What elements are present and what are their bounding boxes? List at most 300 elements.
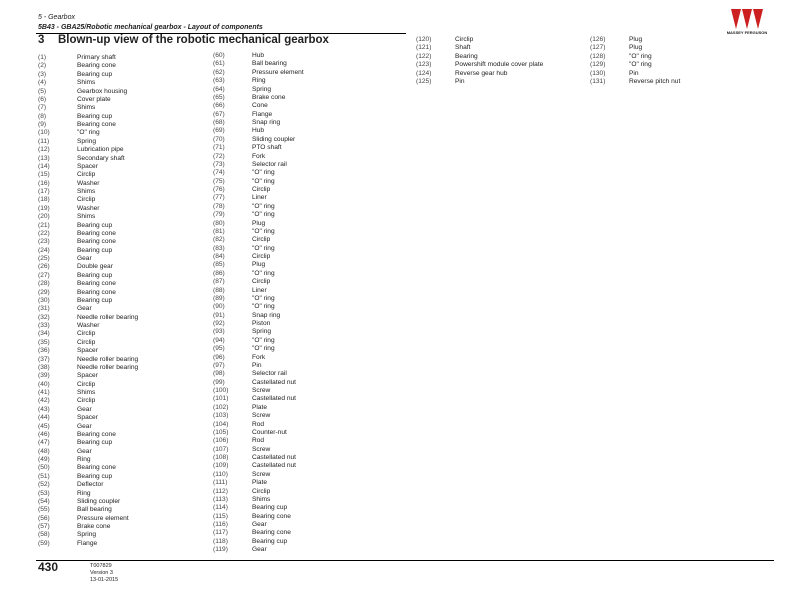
part-label: Pressure element: [77, 514, 129, 522]
part-row: [213, 153, 304, 161]
part-code: (9): [38, 121, 47, 128]
doc-version: Version 3: [90, 570, 113, 576]
part-code: (46): [38, 430, 50, 438]
part-row: [590, 78, 680, 86]
part-label: Pin: [252, 361, 262, 369]
part-row: [213, 337, 304, 345]
part-label: Circlip: [77, 338, 96, 346]
part-code: (84): [213, 253, 225, 260]
part-row: [213, 546, 304, 554]
part-code: (13): [38, 154, 50, 162]
part-code: (73): [213, 160, 225, 168]
part-row: [213, 312, 304, 320]
part-label: Gear: [77, 255, 92, 262]
part-row: [213, 102, 304, 110]
part-code: (101): [213, 395, 229, 403]
part-label: Fork: [252, 353, 266, 361]
part-row: [213, 111, 304, 119]
part-code: (42): [38, 397, 50, 405]
part-row: [38, 121, 138, 129]
part-label: Bearing cup: [77, 472, 113, 480]
part-label: Snap ring: [252, 311, 281, 319]
part-label: Pressure element: [252, 68, 304, 76]
part-code: (99): [213, 378, 225, 386]
part-code: (23): [38, 238, 50, 246]
part-code: (18): [38, 196, 50, 204]
part-label: Spacer: [77, 372, 98, 380]
part-row: [213, 169, 304, 177]
part-code: (12): [38, 146, 50, 154]
part-code: (52): [38, 481, 50, 489]
part-row: [213, 119, 304, 127]
part-code: (77): [213, 194, 225, 202]
part-label: Lubrication pipe: [77, 146, 124, 154]
part-label: Double gear: [77, 263, 113, 271]
part-label: Bearing cone: [252, 512, 291, 520]
part-code: (95): [213, 345, 225, 353]
part-row: [213, 127, 304, 135]
part-code: (120): [416, 36, 432, 43]
part-code: (8): [38, 112, 47, 120]
part-code: (11): [38, 137, 50, 145]
part-row: [590, 36, 680, 44]
part-row: [213, 471, 304, 479]
part-label: Plug: [252, 219, 266, 227]
part-row: [38, 247, 138, 255]
part-code: (119): [213, 546, 228, 554]
part-code: (125): [416, 77, 432, 85]
part-row: [38, 222, 138, 230]
part-label: Shims: [77, 79, 96, 87]
part-code: (14): [38, 162, 50, 170]
part-row: [38, 180, 138, 188]
part-code: (111): [213, 479, 228, 487]
part-label: Washer: [77, 179, 100, 187]
part-code: (110): [213, 470, 228, 478]
part-label: Rod: [252, 437, 265, 445]
part-row: [213, 52, 304, 60]
part-code: (106): [213, 437, 229, 445]
logo-text: MASSEY FERGUSON: [726, 30, 768, 35]
part-code: (83): [213, 244, 225, 252]
part-row: [38, 481, 138, 489]
part-label: Plug: [629, 36, 643, 43]
part-label: "O" ring: [252, 244, 275, 252]
part-row: [38, 347, 138, 355]
part-label: Gear: [77, 305, 92, 313]
part-code: (3): [38, 70, 47, 78]
part-label: Castellated nut: [252, 454, 296, 461]
part-label: Castellated nut: [252, 462, 296, 470]
part-code: (74): [213, 169, 225, 177]
part-row: [213, 429, 304, 437]
part-row: [38, 88, 138, 96]
part-row: [38, 523, 138, 531]
part-code: (45): [38, 422, 50, 430]
part-label: Shaft: [455, 44, 471, 52]
doc-date: 13-01-2015: [90, 577, 119, 583]
part-row: [38, 389, 138, 397]
part-code: (41): [38, 389, 50, 396]
part-label: Reverse gear hub: [455, 69, 508, 77]
part-label: Screw: [252, 412, 271, 420]
part-label: "O" ring: [252, 269, 275, 277]
part-label: Counter-nut: [252, 428, 287, 436]
part-row: [38, 448, 138, 456]
part-row: [213, 278, 304, 286]
part-row: [38, 155, 138, 163]
part-code: (19): [38, 204, 50, 212]
part-row: [38, 339, 138, 347]
part-row: [213, 345, 304, 353]
doc-code: T007829: [90, 563, 112, 569]
part-row: [213, 504, 304, 512]
part-code: (129): [590, 61, 606, 69]
section-title-text: Blown-up view of the robotic mechanical gearbox: [58, 34, 329, 46]
part-row: [416, 61, 543, 69]
part-label: Cone: [252, 102, 268, 110]
part-row: [38, 431, 138, 439]
part-code: (76): [213, 186, 225, 193]
part-code: (117): [213, 529, 228, 537]
part-code: (118): [213, 537, 228, 545]
part-code: (130): [590, 69, 606, 77]
part-row: [38, 414, 138, 422]
part-row: [213, 253, 304, 261]
part-row: [416, 78, 543, 86]
parts-column-1: [38, 54, 138, 548]
part-code: (69): [213, 127, 225, 135]
part-label: Liner: [252, 194, 267, 202]
part-label: Shims: [252, 495, 271, 503]
part-label: "O" ring: [252, 294, 275, 302]
part-row: [38, 364, 138, 372]
part-row: [213, 60, 304, 68]
part-label: Powershift module cover plate: [455, 61, 544, 69]
part-label: Fork: [252, 152, 266, 160]
part-code: (37): [38, 355, 50, 363]
part-label: Needle roller bearing: [77, 355, 139, 363]
part-row: [213, 395, 304, 403]
part-label: Shims: [77, 188, 96, 195]
part-label: Pin: [629, 69, 639, 77]
part-row: [38, 381, 138, 389]
part-label: Spring: [252, 85, 272, 93]
part-row: [213, 261, 304, 269]
part-row: [213, 387, 304, 395]
part-label: Selector rail: [252, 370, 287, 378]
part-label: Castellated nut: [252, 378, 296, 386]
part-row: [213, 454, 304, 462]
part-code: (103): [213, 412, 229, 420]
part-label: Circlip: [252, 278, 271, 286]
part-label: Bearing cone: [77, 430, 116, 438]
part-label: Flange: [77, 539, 98, 547]
part-row: [38, 129, 138, 137]
part-code: (34): [38, 330, 50, 338]
part-label: "O" ring: [252, 345, 275, 353]
part-row: [38, 464, 138, 472]
part-label: Pin: [455, 77, 465, 85]
part-row: [38, 163, 138, 171]
part-row: [213, 77, 304, 85]
part-label: "O" ring: [252, 177, 275, 185]
part-row: [38, 62, 138, 70]
part-code: (115): [213, 512, 228, 520]
part-label: "O" ring: [252, 202, 275, 210]
part-code: (47): [38, 439, 50, 447]
part-code: (36): [38, 347, 50, 355]
part-code: (32): [38, 313, 50, 321]
part-row: [38, 104, 138, 112]
part-code: (81): [213, 227, 225, 235]
part-code: (88): [213, 286, 225, 294]
part-label: Reverse pitch nut: [629, 77, 681, 85]
part-code: (122): [416, 52, 432, 60]
part-label: Spacer: [77, 162, 98, 170]
part-label: Shims: [77, 389, 96, 396]
part-label: Bearing cone: [77, 238, 116, 246]
part-label: Spacer: [77, 347, 98, 355]
part-code: (86): [213, 269, 225, 277]
part-row: [213, 521, 304, 529]
part-label: Bearing cone: [77, 280, 116, 288]
part-row: [213, 404, 304, 412]
part-row: [38, 289, 138, 297]
part-row: [38, 397, 138, 405]
part-row: [38, 263, 138, 271]
part-code: (27): [38, 271, 50, 279]
part-row: [38, 540, 138, 548]
section-title: [38, 34, 329, 46]
parts-column-3: [416, 36, 543, 86]
part-label: Bearing cone: [77, 229, 116, 237]
part-row: [38, 205, 138, 213]
part-code: (33): [38, 322, 50, 329]
part-label: Ring: [77, 456, 91, 463]
part-code: (16): [38, 179, 50, 187]
part-code: (127): [590, 44, 606, 52]
part-label: Flange: [252, 110, 273, 118]
part-row: [38, 171, 138, 179]
part-label: Bearing cup: [77, 439, 113, 447]
part-code: (4): [38, 79, 47, 87]
part-label: "O" ring: [629, 61, 652, 69]
part-code: (72): [213, 152, 225, 160]
part-code: (78): [213, 202, 225, 210]
part-row: [213, 362, 304, 370]
part-code: (28): [38, 280, 50, 288]
part-label: Sliding coupler: [77, 497, 121, 505]
part-code: (49): [38, 456, 50, 463]
part-row: [416, 44, 543, 52]
part-label: Spacer: [77, 414, 98, 422]
part-row: [38, 230, 138, 238]
part-label: Washer: [77, 322, 100, 329]
part-row: [38, 297, 138, 305]
part-code: (104): [213, 420, 229, 428]
part-label: Bearing cone: [77, 121, 116, 128]
part-row: [213, 228, 304, 236]
part-label: Circlip: [77, 380, 96, 388]
part-code: (126): [590, 36, 606, 43]
part-code: (64): [213, 85, 225, 93]
part-row: [213, 136, 304, 144]
part-label: Sliding coupler: [252, 135, 296, 143]
part-label: Plug: [252, 261, 266, 269]
part-code: (90): [213, 303, 225, 311]
part-code: (53): [38, 489, 50, 497]
part-label: PTO shaft: [252, 144, 282, 152]
part-code: (60): [213, 52, 225, 59]
part-row: [38, 138, 138, 146]
part-row: [213, 513, 304, 521]
part-row: [38, 113, 138, 121]
part-code: (65): [213, 93, 225, 101]
part-label: Deflector: [77, 481, 104, 489]
part-row: [213, 69, 304, 77]
part-row: [38, 238, 138, 246]
part-label: Rod: [252, 420, 265, 428]
section-number: 3: [38, 34, 45, 46]
part-code: (20): [38, 213, 50, 221]
part-code: (39): [38, 372, 50, 380]
part-code: (29): [38, 288, 50, 296]
part-row: [38, 71, 138, 79]
part-code: (112): [213, 487, 228, 495]
part-label: Gear: [252, 521, 267, 528]
part-row: [38, 456, 138, 464]
part-label: Bearing cup: [77, 221, 113, 229]
part-row: [590, 53, 680, 61]
part-label: Ball bearing: [77, 506, 112, 514]
part-code: (98): [213, 370, 225, 378]
part-row: [38, 490, 138, 498]
part-code: (121): [416, 44, 432, 52]
part-row: [213, 86, 304, 94]
part-label: Gearbox housing: [77, 87, 128, 95]
part-row: [213, 186, 304, 194]
part-label: Circlip: [77, 171, 96, 179]
part-label: Brake cone: [77, 523, 111, 530]
part-row: [590, 44, 680, 52]
part-code: (51): [38, 472, 50, 480]
part-label: Snap ring: [252, 119, 281, 126]
part-label: Bearing cup: [77, 271, 113, 279]
part-code: (96): [213, 353, 225, 361]
part-row: [38, 196, 138, 204]
part-code: (67): [213, 110, 225, 118]
part-row: [213, 144, 304, 152]
part-code: (30): [38, 296, 50, 304]
part-code: (89): [213, 294, 225, 302]
part-row: [416, 70, 543, 78]
page-number: 430: [38, 560, 59, 574]
part-row: [38, 531, 138, 539]
part-code: (61): [213, 60, 225, 68]
part-row: [38, 79, 138, 87]
part-row: [38, 356, 138, 364]
part-code: (6): [38, 95, 47, 103]
part-code: (26): [38, 263, 50, 271]
part-label: Bearing cup: [252, 504, 288, 512]
part-row: [590, 61, 680, 69]
part-code: (109): [213, 462, 229, 470]
part-label: Circlip: [252, 253, 271, 260]
part-label: Screw: [252, 470, 271, 478]
part-code: (5): [38, 87, 47, 95]
part-row: [213, 421, 304, 429]
part-label: Bearing cone: [77, 62, 116, 70]
part-code: (87): [213, 278, 225, 286]
part-code: (35): [38, 338, 50, 346]
part-code: (93): [213, 328, 225, 336]
part-code: (79): [213, 211, 225, 219]
part-code: (50): [38, 464, 50, 472]
part-label: Castellated nut: [252, 395, 296, 403]
part-code: (100): [213, 387, 229, 394]
part-code: (48): [38, 447, 50, 455]
part-code: (44): [38, 414, 50, 422]
part-label: Spring: [77, 531, 97, 539]
part-label: Bearing cup: [77, 246, 113, 254]
parts-column-4: [590, 36, 680, 86]
part-code: (40): [38, 380, 50, 388]
part-code: (10): [38, 129, 50, 137]
part-code: (58): [38, 531, 50, 539]
part-label: "O" ring: [252, 169, 275, 177]
part-label: Bearing cup: [77, 112, 113, 120]
part-row: [213, 203, 304, 211]
part-code: (15): [38, 171, 50, 179]
part-label: Screw: [252, 445, 271, 453]
part-label: "O" ring: [252, 303, 275, 311]
part-label: Piston: [252, 320, 271, 327]
part-row: [213, 94, 304, 102]
part-code: (54): [38, 497, 50, 505]
part-code: (2): [38, 62, 47, 70]
part-label: Secondary shaft: [77, 154, 125, 162]
part-code: (124): [416, 69, 432, 77]
part-row: [38, 473, 138, 481]
part-label: Hub: [252, 127, 265, 135]
part-code: (57): [38, 523, 50, 530]
part-row: [38, 506, 138, 514]
part-label: "O" ring: [252, 211, 275, 219]
triple-triangle-logo-icon: [730, 8, 764, 30]
part-row: [213, 538, 304, 546]
footer-divider: [36, 560, 774, 561]
part-label: Selector rail: [252, 160, 287, 168]
part-code: (75): [213, 177, 225, 185]
part-label: Ring: [252, 77, 266, 85]
part-code: (17): [38, 188, 50, 195]
part-label: Liner: [252, 286, 267, 294]
part-code: (113): [213, 495, 228, 503]
header-section: 5 - Gearbox: [38, 14, 75, 21]
part-row: [213, 220, 304, 228]
part-label: Plug: [629, 44, 643, 52]
part-row: [213, 178, 304, 186]
part-label: Plate: [252, 479, 268, 487]
part-row: [213, 270, 304, 278]
part-label: Shims: [77, 213, 96, 221]
part-row: [213, 295, 304, 303]
part-label: "O" ring: [252, 227, 275, 235]
part-label: Circlip: [455, 36, 474, 43]
part-row: [38, 372, 138, 380]
part-row: [213, 379, 304, 387]
